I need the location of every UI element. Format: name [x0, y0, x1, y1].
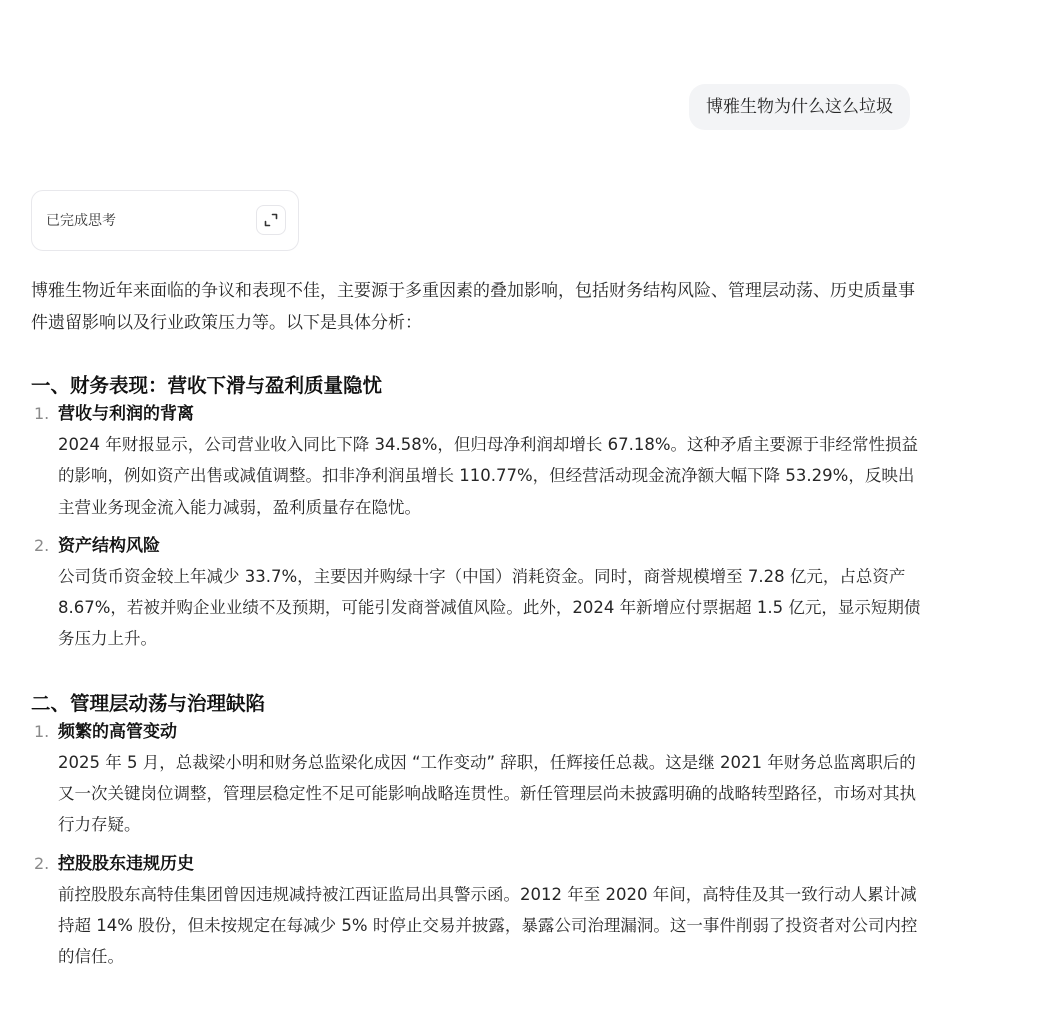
- expand-thinking-button[interactable]: [256, 205, 286, 235]
- numbered-list: [31, 719, 926, 973]
- section-heading: 一、财务表现：营收下滑与盈利质量隐忧: [31, 374, 383, 397]
- list-item: [31, 851, 926, 973]
- user-message-bubble: 博雅生物为什么这么垃圾: [689, 84, 910, 130]
- answer-intro: 博雅生物近年来面临的争议和表现不佳，主要源于多重因素的叠加影响，包括财务结构风险、管理层动荡、历史质量事件遗留影响以及行业政策压力等。以下是具体分析：: [31, 281, 915, 333]
- list-item-title: 营收与利润的背离: [58, 404, 194, 424]
- numbered-list: [31, 401, 926, 655]
- list-item-body: 前控股股东高特佳集团曾因违规减持被江西证监局出具警示函。2012 年至 2020 年间，高特佳及其一致行动人累计减持超 14% 股份，但未按规定在每减少 5% 时停止交易并披露，暴露公司治理漏洞。这一事件削弱了投资者对公司内控的信任。: [58, 884, 918, 967]
- list-item: [31, 401, 926, 523]
- list-item-title: 控股股东违规历史: [58, 853, 194, 874]
- list-item: [31, 533, 926, 655]
- list-item-body: 2025 年 5 月，总裁梁小明和财务总监梁化成因 “工作变动” 辞职，任辉接任总裁。这是继 2021 年财务总监离职后的又一次关键岗位调整，管理层稳定性不足可能影响战略连贯性。新任管理层尚未披露明确的战略转型路径，市场对其执行力存疑。: [58, 752, 916, 835]
- list-item-number: 1.: [34, 404, 50, 423]
- list-item: [31, 719, 926, 841]
- list-item-body: 公司货币资金较上年减少 33.7%，主要因并购绿十字（中国）消耗资金。同时，商誉规模增至 7.28 亿元，占总资产 8.67%，若被并购企业业绩不及预期，可能引发商誉减值风险。此外，2024 年新增应付票据超 1.5 亿元，显示短期债务压力上升。: [58, 566, 921, 649]
- thinking-status-label: 已完成思考: [46, 213, 116, 229]
- list-item-number: 2.: [34, 853, 50, 873]
- list-item-title: 资产结构风险: [58, 535, 160, 556]
- list-item-body: 2024 年财报显示，公司营业收入同比下降 34.58%，但归母净利润却增长 67.18%。这种矛盾主要源于非经常性损益的影响，例如资产出售或减值调整。扣非净利润虽增长 110.77%，但经营活动现金流净额大幅下降 53.29%，反映出主营业务现金流入能力减弱，盈利质量存在隐忧。: [58, 435, 919, 517]
- expand-icon: [263, 212, 279, 228]
- list-item-title: 频繁的高管变动: [58, 721, 177, 742]
- section-heading: 二、管理层动荡与治理缺陷: [31, 691, 266, 715]
- section-management: [31, 689, 926, 973]
- list-item-number: 2.: [34, 535, 50, 555]
- thinking-panel[interactable]: [31, 190, 299, 251]
- assistant-answer: [31, 275, 926, 973]
- list-item-number: 1.: [34, 721, 50, 741]
- section-financial: [31, 371, 926, 655]
